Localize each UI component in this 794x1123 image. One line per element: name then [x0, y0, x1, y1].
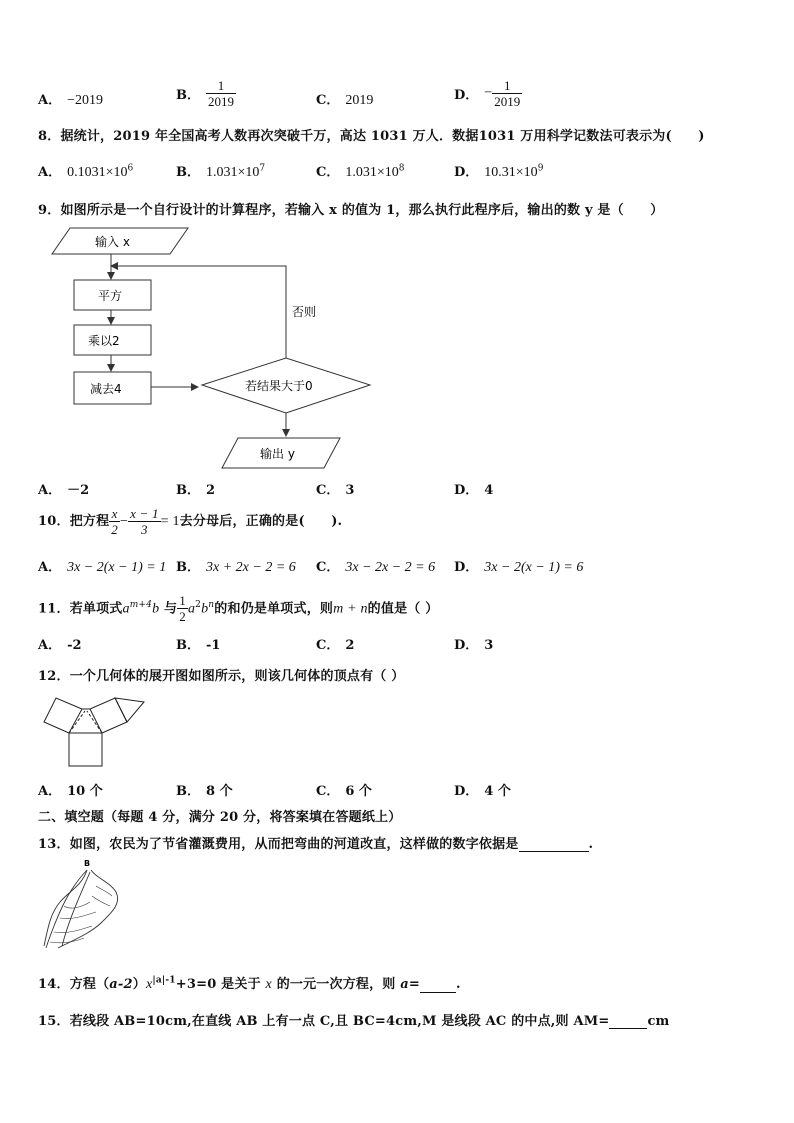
- q12-option-a: [38, 780, 109, 799]
- q11-option-b: [176, 634, 226, 653]
- option-value: 10.31×10: [484, 165, 538, 180]
- answer-blank[interactable]: [519, 837, 589, 852]
- option-value: 3x + 2x − 2 = 6: [206, 560, 296, 575]
- option-label: A．: [38, 483, 62, 498]
- option-label: C．: [316, 784, 340, 799]
- section-title: 二、填空题（每题 4 分，满分 20 分，将答案填在答题纸上）: [38, 810, 402, 825]
- option-label: B．: [176, 784, 200, 799]
- stem-text: =: [408, 977, 420, 992]
- denominator: 3: [141, 522, 148, 537]
- flow-else-label: 否则: [292, 305, 317, 319]
- option-value: 3x − 2(x − 1) = 6: [484, 560, 584, 575]
- option-value: -2: [67, 638, 82, 653]
- expression: m + n: [333, 601, 368, 617]
- q8-option-d: [454, 161, 543, 181]
- option-label: B．: [176, 88, 200, 103]
- q8-option-a: [38, 161, 133, 181]
- flow-step-square-label: 平方: [98, 289, 123, 303]
- variable: x: [265, 977, 272, 992]
- q10-option-b: [176, 556, 296, 576]
- option-value: -1: [206, 638, 221, 653]
- option-label: D．: [454, 88, 479, 103]
- flow-step-multiply-label: 乘以2: [88, 334, 120, 348]
- option-label: C．: [316, 483, 340, 498]
- variable: a: [400, 977, 409, 992]
- flow-output-label: 输出 y: [260, 447, 295, 461]
- fraction: [492, 78, 522, 109]
- variable: x: [145, 977, 153, 992]
- river-diagram: [40, 856, 124, 954]
- monomial-var: b: [201, 601, 209, 617]
- q12-option-d: [454, 780, 517, 799]
- denominator: 2019: [494, 94, 521, 109]
- exponent: 2: [195, 600, 202, 610]
- q7-option-d: [454, 78, 522, 109]
- option-value: 6 个: [345, 784, 372, 799]
- answer-blank[interactable]: [609, 1014, 647, 1029]
- option-label: B．: [176, 638, 200, 653]
- option-label: D．: [454, 638, 479, 653]
- q9-option-d: [454, 479, 499, 498]
- option-label: A．: [38, 560, 62, 575]
- stem-text: 15．若线段 AB=10cm,在直线 AB 上有一点 C,且 BC=4cm,M 是线段 AC 的中点,则 AM=: [38, 1014, 610, 1029]
- q10-stem: [38, 503, 342, 541]
- option-value: 1.031×10: [345, 165, 399, 180]
- option-label: A．: [38, 638, 62, 653]
- stem-text: 去分母后，正确的是( ).: [179, 514, 343, 529]
- option-label: D．: [454, 560, 479, 575]
- option-value: 3x − 2(x − 1) = 1: [67, 560, 167, 575]
- q7-option-b: [176, 78, 236, 109]
- q13-stem: [38, 833, 593, 852]
- q11-option-c: [316, 634, 360, 653]
- option-label: C．: [316, 165, 340, 180]
- option-label: A．: [38, 784, 62, 799]
- q8-stem: 8．据统计，2019 年全国高考人数再次突破千万，高达 1031 万人．数据1031 万用科学记数法可表示为( ): [38, 129, 705, 144]
- option-label: B．: [176, 165, 200, 180]
- stem-text: 13．如图，农民为了节省灌溉费用，从而把弯曲的河道改直，这样做的数字依据是: [38, 837, 519, 852]
- option-label: C．: [316, 93, 340, 108]
- expression: a-2: [109, 977, 133, 992]
- q9-option-b: [176, 479, 221, 498]
- flowchart-diagram: [40, 220, 380, 475]
- fraction: [177, 593, 188, 624]
- option-label: B．: [176, 483, 200, 498]
- q7-option-c: [316, 89, 373, 109]
- option-value: −2019: [67, 93, 103, 108]
- option-value: 8 个: [206, 784, 233, 799]
- monomial-var: b: [152, 601, 160, 617]
- stem-text: .: [455, 977, 461, 992]
- stem-text: 的值是（ ）: [367, 601, 439, 617]
- flow-step-subtract-label: 减去4: [90, 382, 122, 396]
- net-square-left: [44, 698, 82, 733]
- q14-stem: [38, 973, 461, 993]
- fraction: [206, 78, 236, 109]
- river-point-label: B: [84, 859, 91, 868]
- q9-option-c: [316, 479, 360, 498]
- option-value: 4: [484, 483, 494, 498]
- river-water: [50, 902, 96, 943]
- option-label: C．: [316, 638, 340, 653]
- option-value: 3: [484, 638, 494, 653]
- q8-option-b: [176, 161, 265, 181]
- net-fold-line: [69, 711, 85, 733]
- q12-option-b: [176, 780, 239, 799]
- option-value: 2: [206, 483, 216, 498]
- option-label: D．: [454, 165, 479, 180]
- net-square-bottom: [69, 733, 102, 766]
- numerator: 1: [492, 78, 522, 94]
- river-bank: [58, 870, 118, 948]
- stem-text: 14．方程（: [38, 977, 110, 992]
- stem-text: 10．把方程: [38, 514, 110, 529]
- minus-sign: −: [120, 514, 129, 529]
- option-value: 2: [345, 638, 355, 653]
- q12-stem: 12．一个几何体的展开图如图所示，则该几何体的顶点有（ ）: [38, 669, 405, 684]
- exponent: 9: [537, 163, 544, 174]
- exponent: 8: [398, 163, 405, 174]
- flow-input-label: 输入 x: [95, 235, 130, 249]
- exponent: 7: [259, 163, 266, 174]
- q8-option-c: [316, 161, 405, 181]
- option-value: 3x − 2x − 2 = 6: [345, 560, 436, 575]
- option-value: 10 个: [67, 784, 103, 799]
- prism-net-diagram: [40, 694, 150, 770]
- q11-stem: [38, 586, 438, 628]
- stem-text: .: [588, 837, 594, 852]
- stem-text: ）: [132, 977, 146, 992]
- numerator: x − 1: [130, 506, 159, 521]
- q11-option-d: [454, 634, 499, 653]
- q10-option-a: [38, 556, 166, 576]
- net-triangle-right: [115, 698, 144, 722]
- fraction: [109, 506, 120, 537]
- q9-option-a: [38, 479, 95, 498]
- monomial-base: a: [187, 601, 196, 617]
- option-label: A．: [38, 165, 62, 180]
- numerator: x: [109, 506, 120, 522]
- numerator: 1: [179, 593, 186, 609]
- q12-option-c: [316, 780, 378, 799]
- q11-option-a: [38, 634, 88, 653]
- option-value: 2019: [345, 93, 374, 108]
- answer-blank[interactable]: [420, 978, 456, 993]
- q10-option-c: [316, 556, 435, 576]
- option-value: －2: [67, 483, 90, 498]
- stem-text: 11．若单项式: [38, 601, 123, 617]
- denominator: 2019: [208, 94, 234, 109]
- fraction: [128, 506, 161, 537]
- net-fold-line: [87, 711, 102, 733]
- river-water: [92, 886, 112, 906]
- option-label: B．: [176, 560, 200, 575]
- q15-stem: [38, 1010, 670, 1029]
- option-label: A．: [38, 93, 62, 108]
- option-label: D．: [454, 784, 479, 799]
- minus-sign: −: [484, 85, 493, 101]
- stem-text: 的一元一次方程，则: [276, 977, 396, 992]
- stem-text: 与: [164, 601, 178, 617]
- option-label: D．: [454, 483, 479, 498]
- stem-text: 的和仍是单项式，则: [214, 601, 334, 617]
- exponent: n: [208, 600, 215, 610]
- option-label: C．: [316, 560, 340, 575]
- denominator: 2: [179, 609, 186, 625]
- net-square-right: [90, 698, 127, 733]
- equals: = 1: [160, 514, 180, 529]
- denominator: 2: [111, 522, 118, 537]
- q7-option-a: [38, 89, 103, 109]
- monomial-base: a: [122, 601, 130, 617]
- option-value: 4 个: [484, 784, 511, 799]
- option-value: 1.031×10: [206, 165, 260, 180]
- numerator: 1: [206, 78, 236, 94]
- stem-text: +3=0 是关于: [175, 977, 261, 992]
- q9-stem: 9．如图所示是一个自行设计的计算程序，若输入 x 的值为 1，那么执行此程序后，输出的数 y 是（ ）: [38, 203, 664, 218]
- flow-decision-label: 若结果大于0: [245, 379, 313, 393]
- option-value: 3: [345, 483, 355, 498]
- option-value: 0.1031×10: [67, 165, 128, 180]
- unit: cm: [647, 1014, 670, 1029]
- exponent: m+4: [129, 600, 153, 610]
- exponent: 6: [127, 163, 134, 174]
- q10-option-d: [454, 556, 583, 576]
- exponent: |a|-1: [152, 975, 176, 986]
